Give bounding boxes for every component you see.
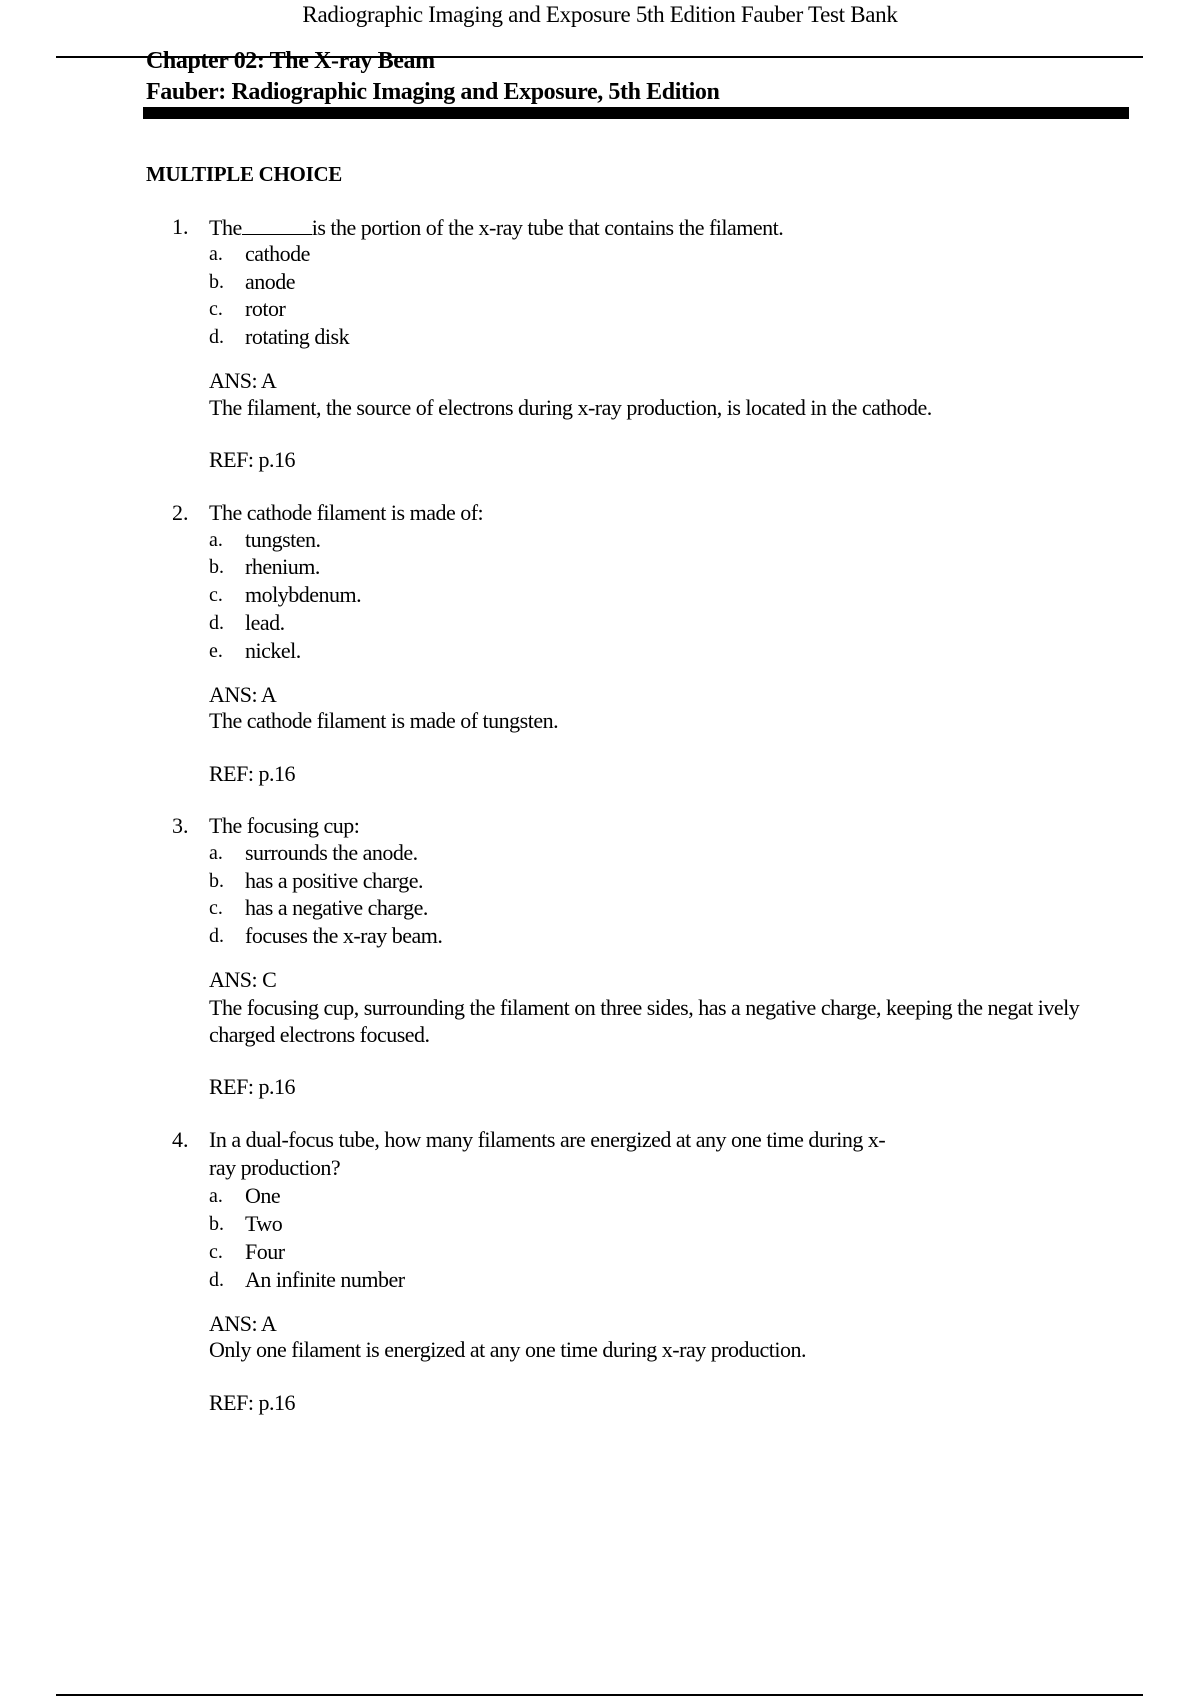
option-text: nickel. [245, 638, 301, 663]
option-letter: d. [209, 925, 224, 947]
option-letter: a. [209, 243, 223, 265]
stem-after-blank: is the portion of the x-ray tube that contains the filament. [311, 215, 784, 240]
answer: ANS: A [209, 1311, 277, 1336]
explanation: The filament, the source of electrons during x-ray production, is located in the cathode. [209, 395, 932, 420]
option-text: focuses the x-ray beam. [245, 923, 443, 948]
option-text: has a negative charge. [245, 895, 428, 920]
option-letter: d. [209, 1269, 224, 1291]
option-letter: c. [209, 1241, 223, 1263]
question-stem-line-1: In a dual-focus tube, how many filaments are energized at any one time during x- [209, 1127, 886, 1152]
option-letter: c. [209, 298, 223, 320]
question-stem: The cathode filament is made of: [209, 500, 484, 525]
option-text: Four [245, 1239, 285, 1264]
answer: ANS: C [209, 967, 277, 992]
option-text: rhenium. [245, 554, 320, 579]
question-stem-line-2: ray production? [209, 1155, 341, 1180]
reference: REF: p.16 [209, 1074, 295, 1099]
option-letter: a. [209, 529, 223, 551]
option-letter: b. [209, 556, 224, 578]
fill-in-blank [242, 214, 312, 235]
reference: REF: p.16 [209, 761, 295, 786]
option-letter: b. [209, 271, 224, 293]
question-stem: The focusing cup: [209, 813, 360, 838]
option-letter: d. [209, 326, 224, 348]
explanation: Only one filament is energized at any one time during x-ray production. [209, 1337, 807, 1362]
question-number: 1. [172, 214, 189, 239]
stem-before-blank: The [209, 215, 242, 240]
answer: ANS: A [209, 682, 277, 707]
option-text: Two [245, 1211, 283, 1236]
option-text: rotor [245, 296, 286, 321]
explanation: The cathode filament is made of tungsten. [209, 708, 559, 733]
option-text: tungsten. [245, 527, 321, 552]
reference: REF: p.16 [209, 1390, 295, 1415]
book-title: Fauber: Radiographic Imaging and Exposure, 5th Edition [146, 79, 720, 105]
answer: ANS: A [209, 368, 277, 393]
title-divider-bar [143, 107, 1129, 119]
option-text: has a positive charge. [245, 868, 423, 893]
option-text: rotating disk [245, 324, 350, 349]
question-number: 4. [172, 1127, 189, 1152]
option-text: lead. [245, 610, 285, 635]
option-letter: e. [209, 640, 223, 662]
option-letter: b. [209, 870, 224, 892]
option-letter: a. [209, 842, 223, 864]
option-letter: b. [209, 1213, 224, 1235]
option-text: surrounds the anode. [245, 840, 418, 865]
option-text: One [245, 1183, 281, 1208]
section-heading: MULTIPLE CHOICE [146, 162, 343, 186]
question-number: 2. [172, 500, 189, 525]
question-number: 3. [172, 813, 189, 838]
option-text: anode [245, 269, 296, 294]
option-letter: d. [209, 612, 224, 634]
running-header: Radiographic Imaging and Exposure 5th Edition Fauber Test Bank [302, 2, 898, 27]
option-text: cathode [245, 241, 310, 266]
option-text: An infinite number [245, 1267, 405, 1292]
explanation: The focusing cup, surrounding the filament on three sides, has a negative charge, keeping the negat ively charged electrons focused. [209, 995, 1080, 1047]
bottom-rule [56, 1694, 1143, 1696]
option-letter: c. [209, 584, 223, 606]
option-text: molybdenum. [245, 582, 362, 607]
question-stem [209, 214, 783, 241]
chapter-title: Chapter 02: The X-ray Beam [146, 48, 435, 74]
option-letter: c. [209, 897, 223, 919]
option-letter: a. [209, 1185, 223, 1207]
reference: REF: p.16 [209, 447, 295, 472]
